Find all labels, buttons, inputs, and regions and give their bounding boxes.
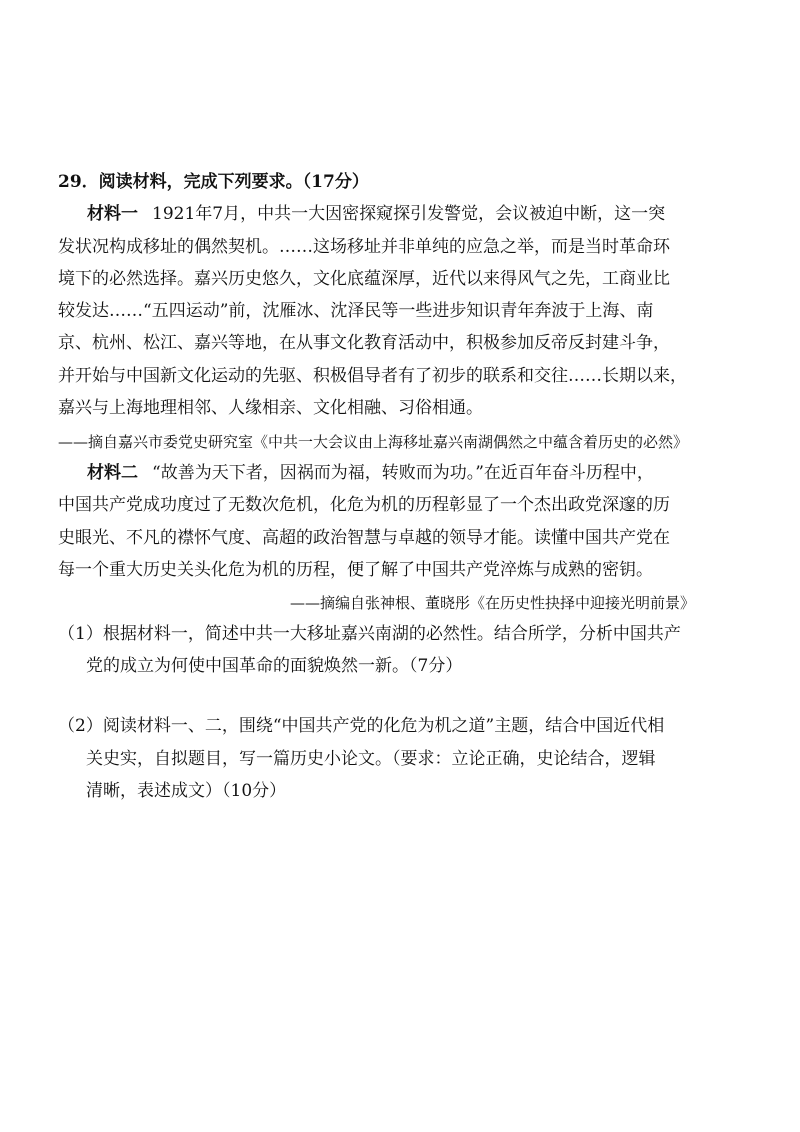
material1-line-3: 境下的必然选择。嘉兴历史悠久，文化底蕴深厚，近代以来得风气之先，工商业比 bbox=[58, 269, 670, 289]
material1-line-6: 并开始与中国新文化运动的先驱、积极倡导者有了初步的联系和交往……长期以来， bbox=[58, 366, 687, 386]
material1-line-4: 较发达……“五四运动”前，沈雁冰、沈泽民等一些进步知识青年奔波于上海、南 bbox=[58, 301, 654, 321]
subquestion2-line-1: （2）阅读材料一、二，围绕“中国共产党的化危为机之道”主题，结合中国近代相 bbox=[58, 716, 665, 736]
material2-line-3: 史眼光、不凡的襟怀气度、高超的政治智慧与卓越的领导才能。读懂中国共产党在 bbox=[58, 528, 670, 548]
subquestion2-line-2: 关史实，自拟题目，写一篇历史小论文。（要求：立论正确，史论结合，逻辑 bbox=[86, 749, 656, 769]
subquestion1-line-1: （1）根据材料一，简述中共一大移址嘉兴南湖的必然性。结合所学，分析中国共产 bbox=[58, 624, 681, 644]
material1-label: 材料一 bbox=[87, 204, 138, 224]
material2-first-line bbox=[87, 462, 654, 484]
material1-source: ——摘自嘉兴市委党史研究室《中共一大会议由上海移址嘉兴南湖偶然之中蕴含着历史的必然》 bbox=[58, 433, 689, 451]
subquestion1-line-2: 党的成立为何使中国革命的面貌焕然一新。（7分） bbox=[86, 656, 463, 676]
subquestion2-line-3: 清晰，表述成文）（10分） bbox=[86, 781, 287, 801]
material1-line-2: 发状况构成移址的偶然契机。……这场移址并非单纯的应急之举，而是当时革命环 bbox=[58, 237, 670, 257]
material1-line-5: 京、杭州、松江、嘉兴等地，在从事文化教育活动中，积极参加反帝反封建斗争， bbox=[58, 333, 670, 353]
material2-line-2: 中国共产党成功度过了无数次危机，化危为机的历程彰显了一个杰出政党深邃的历 bbox=[58, 495, 670, 515]
material2-line-4: 每一个重大历史关头化危为机的历程，便了解了中国共产党淬炼与成熟的密钥。 bbox=[58, 560, 653, 580]
material2-label: 材料二 bbox=[87, 463, 138, 483]
material2-source: ——摘编自张神根、董晓彤《在历史性抉择中迎接光明前景》 bbox=[289, 594, 695, 612]
material1-line-1: 1921年7月，中共一大因密探窥探引发警觉，会议被迫中断，这一突 bbox=[152, 204, 666, 224]
question-header: 29．阅读材料，完成下列要求。（17分） bbox=[58, 172, 369, 192]
material2-line-1: “故善为天下者，因祸而为福，转败而为功。”在近百年奋斗历程中， bbox=[152, 463, 654, 483]
material1-line-7: 嘉兴与上海地理相邻、人缘相亲、文化相融、习俗相通。 bbox=[58, 398, 483, 418]
material1-first-line bbox=[87, 203, 665, 225]
